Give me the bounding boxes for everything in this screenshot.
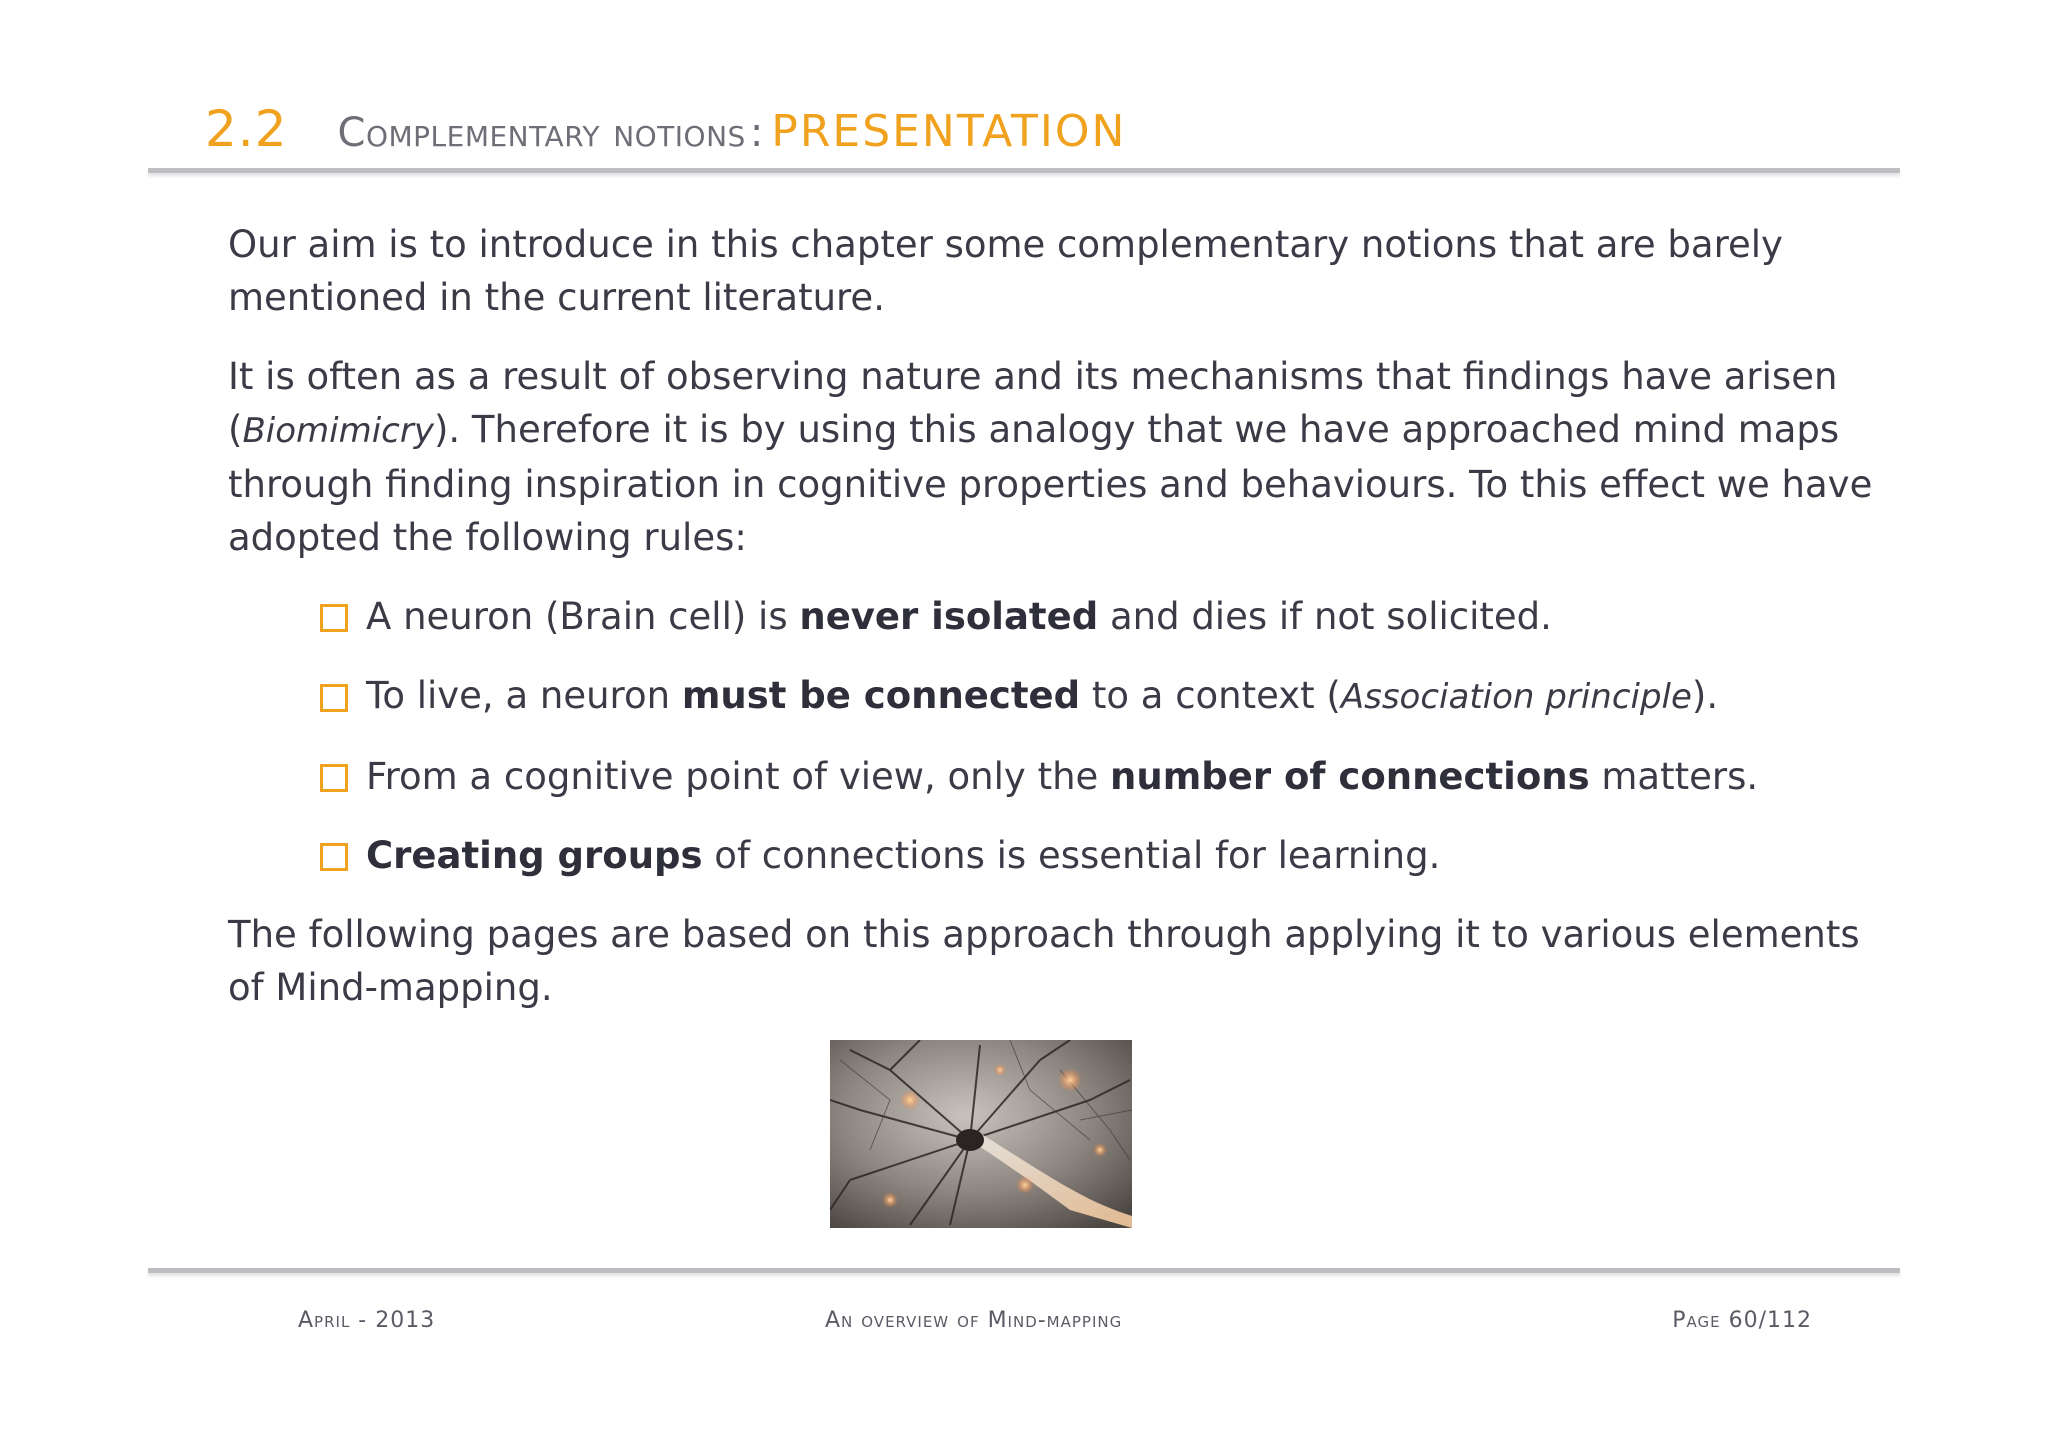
bold-term: Creating groups xyxy=(366,834,703,877)
list-item-text xyxy=(366,829,1440,882)
text: of connections is essential for learning. xyxy=(702,834,1441,877)
rules-list xyxy=(228,590,1878,882)
list-item xyxy=(320,669,1878,724)
section-title: Complementary notions xyxy=(337,110,746,156)
header-divider xyxy=(148,168,1900,173)
slide-body xyxy=(228,218,1878,1040)
list-item-text xyxy=(366,590,1552,643)
footer-date: April - 2013 xyxy=(298,1308,436,1333)
footer-document-title: An overview of Mind-mapping xyxy=(825,1308,1123,1333)
bold-term: number of connections xyxy=(1110,755,1590,798)
checkbox-bullet-icon xyxy=(320,684,348,712)
title-separator: : xyxy=(749,110,764,156)
text: A neuron (Brain cell) is xyxy=(366,595,800,638)
text: ). xyxy=(1691,674,1719,717)
list-item xyxy=(320,590,1878,643)
section-subtitle: PRESENTATION xyxy=(771,106,1127,157)
bold-term: never isolated xyxy=(799,595,1099,638)
text: To live, a neuron xyxy=(366,674,682,717)
list-item xyxy=(320,829,1878,882)
italic-term: Association principle xyxy=(1340,677,1692,717)
checkbox-bullet-icon xyxy=(320,764,348,792)
neuron-image xyxy=(830,1040,1132,1228)
checkbox-bullet-icon xyxy=(320,604,348,632)
footer-divider xyxy=(148,1268,1900,1273)
text: From a cognitive point of view, only the xyxy=(366,755,1111,798)
intro-paragraph: Our aim is to introduce in this chapter some complementary notions that are barely mentioned in the current literature. xyxy=(228,223,1783,319)
text: matters. xyxy=(1589,755,1759,798)
closing-paragraph: The following pages are based on this approach through applying it to various elements of Mind-mapping. xyxy=(228,913,1860,1009)
text: and dies if not solicited. xyxy=(1098,595,1552,638)
paragraph-text: It is often as a result of observing nature and its mechanisms that findings have arisen ( xyxy=(228,355,1838,451)
section-number: 2.2 xyxy=(205,100,288,158)
neuron-illustration xyxy=(830,1040,1132,1228)
list-item-text xyxy=(366,750,1758,803)
italic-term: Biomimicry xyxy=(242,411,434,451)
bold-term: must be connected xyxy=(681,674,1081,717)
footer-page-number: Page 60/112 xyxy=(1672,1308,1812,1333)
text: to a context ( xyxy=(1080,674,1341,717)
checkbox-bullet-icon xyxy=(320,843,348,871)
biomimicry-paragraph xyxy=(228,350,1878,564)
section-header xyxy=(205,100,1126,170)
paragraph-text: ). Therefore it is by using this analogy that we have approached mind maps through finding inspiration in cognitive properties and behaviours. To this effect we have adopted the following rules: xyxy=(228,408,1873,559)
list-item-text xyxy=(366,669,1718,724)
list-item xyxy=(320,750,1878,803)
